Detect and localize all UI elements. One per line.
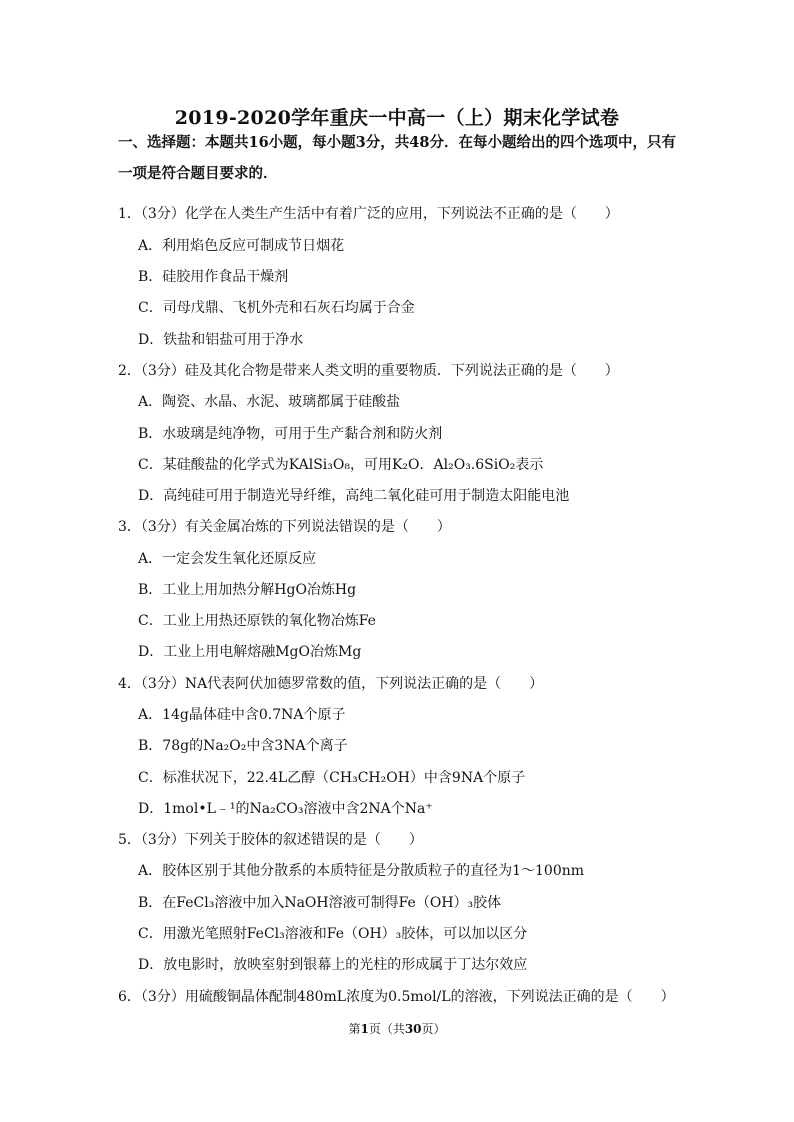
footer-prefix: 第 [348, 1022, 361, 1036]
footer-current-page: 1 [360, 1022, 369, 1036]
question-5-option-a: A．胶体区别于其他分散系的本质特征是分散质粒子的直径为1～100nm [138, 863, 585, 879]
question-4-stem: 4．（3分）NA代表阿伏加德罗常数的值，下列说法正确的是（ ） [118, 676, 544, 692]
question-5-option-d: D．放电影时，放映室射到银幕上的光柱的形成属于丁达尔效应 [138, 957, 528, 973]
question-1-stem: 1．（3分）化学在人类生产生活中有着广泛的应用，下列说法不正确的是（ ） [118, 206, 619, 222]
question-2-option-d: D．高纯硅可用于制造光导纤维，高纯二氧化硅可用于制造太阳能电池 [138, 488, 570, 504]
page-footer [0, 1020, 794, 1037]
question-4-option-a: A．14g晶体硅中含0.7NA个原子 [138, 707, 346, 723]
question-3-option-b: B．工业上用加热分解HgO冶炼Hg [138, 582, 357, 598]
question-5-option-c: C．用激光笔照射FeCl₃溶液和Fe（OH）₃胶体，可以加以区分 [138, 926, 528, 942]
question-4-option-c: C．标准状况下，22.4L乙醇（CH₃CH₂OH）中含9NA个原子 [138, 770, 526, 786]
question-1-option-a: A．利用焰色反应可制成节日烟花 [138, 238, 345, 254]
question-5-stem: 5．（3分）下列关于胶体的叙述错误的是（ ） [118, 832, 423, 848]
section-heading-line2: 一项是符合题目要求的． [118, 165, 278, 182]
question-1-option-c: C．司母戊鼎、飞机外壳和石灰石均属于合金 [138, 300, 415, 316]
question-1-option-d: D．铁盐和铝盐可用于净水 [138, 332, 304, 348]
section-heading-line1: 一、选择题：本题共16小题，每小题3分，共48分．在每小题给出的四个选项中，只有 [118, 134, 676, 151]
question-3-option-c: C．工业上用热还原铁的氧化物冶炼Fe [138, 613, 376, 629]
page-title: 2019-2020学年重庆一中高一（上）期末化学试卷 [174, 107, 620, 129]
question-2-option-a: A．陶瓷、水晶、水泥、玻璃都属于硅酸盐 [138, 394, 401, 410]
footer-suffix: 页） [421, 1022, 446, 1036]
question-2-option-b: B．水玻璃是纯净物，可用于生产黏合剂和防火剂 [138, 426, 443, 442]
question-4-option-b: B．78g的Na₂O₂中含3NA个离子 [138, 738, 348, 754]
question-6-stem: 6．（3分）用硫酸铜晶体配制480mL浓度为0.5mol/L的溶液，下列说法正确的是（ ） [118, 989, 675, 1005]
question-3-stem: 3．（3分）有关金属冶炼的下列说法错误的是（ ） [118, 519, 451, 535]
question-3-option-a: A．一定会发生氧化还原反应 [138, 551, 317, 567]
question-5-option-b: B．在FeCl₃溶液中加入NaOH溶液可制得Fe（OH）₃胶体 [138, 895, 502, 911]
footer-mid: 页（共 [368, 1022, 405, 1036]
footer-total-pages: 30 [404, 1022, 422, 1036]
question-1-option-b: B．硅胶用作食品干燥剂 [138, 269, 289, 285]
question-2-stem: 2．（3分）硅及其化合物是带来人类文明的重要物质．下列说法正确的是（ ） [118, 363, 619, 379]
question-4-option-d: D．1mol•L﹣¹的Na₂CO₃溶液中含2NA个Na⁺ [138, 801, 433, 817]
question-2-option-c: C．某硅酸盐的化学式为KAlSi₃O₈，可用K₂O．Al₂O₃.6SiO₂表示 [138, 457, 544, 473]
question-3-option-d: D．工业上用电解熔融MgO冶炼Mg [138, 644, 362, 660]
